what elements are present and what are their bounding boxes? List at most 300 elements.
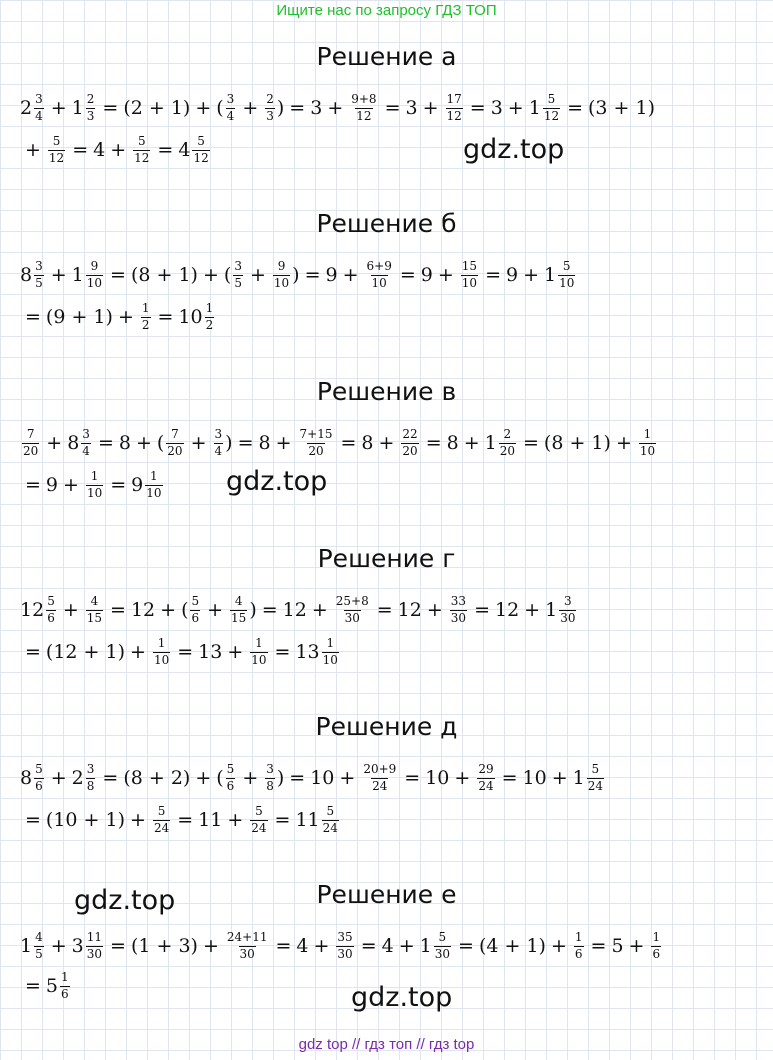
whole-part: 8 [20, 264, 33, 286]
equation-line [20, 465, 165, 505]
numerator: 5 [226, 762, 235, 777]
operator: + [551, 767, 568, 789]
denominator: 6 [652, 946, 661, 961]
expression: ) [276, 767, 285, 789]
numerator: 1 [652, 930, 661, 945]
operator: = [399, 264, 416, 286]
expression: 5 [611, 935, 624, 957]
operator: = [110, 264, 126, 286]
equation-line [20, 88, 655, 128]
fraction [226, 931, 269, 960]
operator: = [237, 432, 254, 454]
operator: = [425, 432, 442, 454]
denominator: 4 [214, 443, 223, 458]
whole-part: 1 [572, 767, 585, 789]
numerator: 3 [86, 762, 95, 777]
denominator: 10 [273, 275, 290, 290]
fraction [587, 763, 604, 792]
whole-part: 1 [20, 935, 33, 957]
operator: = [567, 97, 584, 119]
whole-part: 2 [20, 97, 33, 119]
operator: = [177, 641, 194, 663]
fraction [273, 260, 290, 289]
fraction [86, 93, 96, 122]
operator: = [384, 97, 401, 119]
denominator: 4 [226, 108, 235, 123]
denominator: 4 [82, 443, 90, 458]
whole-part: 1 [545, 599, 558, 621]
operator: = [25, 474, 41, 496]
denominator: 24 [587, 778, 604, 793]
operator: = [110, 474, 127, 496]
whole-part: 1 [71, 264, 84, 286]
numerator: 4 [234, 594, 243, 609]
fraction [250, 805, 267, 834]
solution-d [0, 710, 773, 835]
operator: + [524, 599, 541, 621]
denominator: 30 [344, 610, 360, 625]
fraction [153, 637, 170, 666]
bottom-banner[interactable]: gdz top // гдз топ // гдз top [298, 1036, 475, 1053]
operator: + [275, 432, 292, 454]
fraction [335, 595, 370, 624]
fraction [86, 763, 96, 792]
operator: + [195, 767, 212, 789]
operator: + [50, 935, 67, 957]
expression: 4 [93, 139, 106, 161]
operator: + [523, 264, 539, 286]
expression: 4 [381, 935, 394, 957]
operator: + [426, 599, 443, 621]
expression: 8 [361, 432, 374, 454]
solution-heading: Решение в [316, 377, 457, 406]
operator: + [242, 767, 259, 789]
denominator: 20 [167, 443, 183, 458]
fraction [153, 805, 170, 834]
expression: 8 [118, 432, 131, 454]
numerator: 5 [591, 762, 600, 777]
denominator: 12 [356, 108, 372, 123]
operator: + [62, 599, 79, 621]
numerator: 2 [266, 92, 274, 107]
solution-heading: Решение д [315, 712, 458, 741]
denominator: 4 [35, 108, 43, 123]
numerator: 33 [450, 594, 467, 609]
operator: = [97, 432, 114, 454]
operator: + [628, 935, 645, 957]
operator: = [458, 935, 474, 957]
operator: = [289, 767, 306, 789]
equation-line [20, 130, 212, 170]
numerator: 5 [52, 134, 61, 149]
fraction [86, 595, 103, 624]
denominator: 10 [86, 275, 103, 290]
denominator: 20 [23, 443, 39, 458]
operator: + [242, 97, 259, 119]
numerator: 5 [326, 804, 335, 819]
operator: = [25, 975, 41, 997]
expression: 8 [446, 432, 459, 454]
numerator: 9+8 [351, 92, 377, 107]
expression: 10 [425, 767, 450, 789]
numerator: 11 [86, 930, 103, 945]
operator: + [207, 599, 224, 621]
whole-part: 1 [528, 97, 541, 119]
fraction [461, 260, 478, 289]
numerator: 1 [643, 427, 652, 442]
watermark: gdz.top [226, 466, 328, 497]
operator: + [313, 935, 330, 957]
operator: + [50, 97, 67, 119]
operator: + [195, 97, 212, 119]
operator: = [72, 139, 89, 161]
operator: + [454, 767, 471, 789]
expression: (2 + 1) [123, 97, 191, 119]
expression: (12 + 1) [45, 641, 126, 663]
whole-part: 8 [20, 767, 33, 789]
top-banner[interactable]: Ищите нас по запросу ГДЗ ТОП [276, 2, 497, 19]
denominator: 3 [266, 108, 274, 123]
expression: 9 [505, 264, 519, 286]
operator: = [102, 767, 119, 789]
operator: = [523, 432, 539, 454]
watermark: gdz.top [74, 885, 176, 916]
denominator: 8 [86, 778, 95, 793]
fraction [190, 595, 200, 624]
fraction [34, 260, 44, 289]
numerator: 35 [337, 930, 353, 945]
fraction [299, 428, 334, 457]
denominator: 24 [153, 820, 170, 835]
operator: = [177, 809, 194, 831]
expression: 10 [522, 767, 547, 789]
numerator: 5 [157, 804, 166, 819]
denominator: 30 [560, 610, 576, 625]
expression: 12 [130, 599, 156, 621]
equation-line [20, 926, 663, 966]
numerator: 5 [547, 92, 556, 107]
numerator: 5 [255, 804, 263, 819]
denominator: 3 [86, 108, 95, 123]
solution-heading: Решение е [316, 880, 457, 909]
solution-b [0, 207, 773, 332]
numerator: 29 [478, 762, 494, 777]
numerator: 9 [277, 259, 286, 274]
operator: = [275, 935, 292, 957]
numerator: 20+9 [363, 762, 397, 777]
operator: + [130, 809, 146, 831]
numerator: 7 [26, 427, 35, 442]
operator: + [339, 767, 356, 789]
solution-g [0, 542, 773, 667]
whole-part: 5 [45, 975, 59, 997]
fraction [22, 428, 39, 457]
operator: = [590, 935, 607, 957]
operator: = [289, 97, 306, 119]
expression: ) [276, 97, 285, 119]
whole-part: 10 [178, 306, 203, 328]
denominator: 24 [322, 820, 338, 835]
numerator: 22 [402, 427, 418, 442]
expression: 9 [325, 264, 338, 286]
operator: + [615, 432, 632, 454]
numerator: 1 [255, 636, 263, 651]
expression: 8 [258, 432, 271, 454]
denominator: 10 [639, 443, 656, 458]
expression: 3 [405, 97, 418, 119]
operator: + [46, 432, 63, 454]
denominator: 2 [205, 317, 214, 332]
operator: + [463, 432, 480, 454]
denominator: 30 [434, 946, 451, 961]
fraction [192, 135, 209, 164]
fraction [322, 637, 339, 666]
denominator: 6 [574, 946, 583, 961]
operator: = [360, 935, 377, 957]
fraction [559, 595, 576, 624]
fraction [226, 93, 236, 122]
whole-part: 4 [178, 139, 191, 161]
operator: = [304, 264, 321, 286]
whole-part: 11 [295, 809, 320, 831]
denominator: 10 [251, 652, 267, 667]
numerator: 1 [61, 970, 69, 985]
numerator: 15 [461, 259, 478, 274]
operator: + [63, 474, 79, 496]
fraction [434, 931, 451, 960]
denominator: 6 [35, 778, 43, 793]
denominator: 6 [47, 610, 55, 625]
numerator: 3 [234, 259, 242, 274]
denominator: 24 [372, 778, 388, 793]
denominator: 2 [141, 317, 150, 332]
denominator: 12 [543, 108, 560, 123]
denominator: 12 [193, 150, 209, 165]
fraction [226, 763, 236, 792]
expression: (8 + 2) [123, 767, 191, 789]
denominator: 12 [48, 150, 65, 165]
expression: 9 [420, 264, 433, 286]
numerator: 5 [197, 134, 205, 149]
operator: + [130, 641, 146, 663]
operator: = [340, 432, 357, 454]
expression: ) [292, 264, 300, 286]
operator: + [550, 935, 567, 957]
numerator: 5 [562, 259, 571, 274]
expression: (9 + 1) [45, 306, 113, 328]
expression: 9 [45, 474, 59, 496]
fraction [233, 260, 243, 289]
numerator: 4 [35, 930, 43, 945]
operator: = [110, 599, 126, 621]
fraction [48, 135, 65, 164]
operator: = [474, 599, 490, 621]
fraction [34, 931, 44, 960]
numerator: 5 [191, 594, 200, 609]
numerator: 2 [503, 427, 512, 442]
operator: + [202, 935, 219, 957]
numerator: 1 [205, 301, 214, 316]
denominator: 30 [450, 610, 467, 625]
operator: = [102, 97, 119, 119]
numerator: 1 [150, 469, 158, 484]
operator: + [160, 599, 177, 621]
operator: = [274, 641, 291, 663]
fraction [250, 637, 267, 666]
operator: + [190, 432, 207, 454]
operator: = [376, 599, 393, 621]
denominator: 10 [461, 275, 478, 290]
expression: (8 + 1) [543, 432, 611, 454]
fraction [145, 470, 162, 499]
fraction [639, 428, 656, 457]
expression: ) [249, 599, 257, 621]
denominator: 6 [226, 778, 235, 793]
operator: = [25, 809, 41, 831]
numerator: 25+8 [335, 594, 369, 609]
denominator: 10 [153, 652, 170, 667]
numerator: 4 [90, 594, 99, 609]
numerator: 3 [564, 594, 572, 609]
operator: + [135, 432, 152, 454]
whole-part: 1 [544, 264, 557, 286]
denominator: 20 [308, 443, 324, 458]
denominator: 10 [146, 485, 162, 500]
numerator: 1 [141, 301, 150, 316]
whole-part: 1 [484, 432, 497, 454]
fraction [336, 931, 353, 960]
numerator: 5 [35, 762, 43, 777]
fraction [450, 595, 467, 624]
fraction [499, 428, 516, 457]
expression: 3 [310, 97, 323, 119]
numerator: 3 [266, 762, 274, 777]
numerator: 1 [574, 930, 583, 945]
operator: + [437, 264, 454, 286]
equation-line [20, 590, 578, 630]
expression: ) [225, 432, 233, 454]
expression: ( [156, 432, 165, 454]
numerator: 9 [90, 259, 99, 274]
fraction [133, 135, 150, 164]
fraction [86, 470, 103, 499]
operator: + [327, 97, 344, 119]
operator: = [501, 767, 518, 789]
denominator: 15 [231, 610, 247, 625]
expression: 12 [494, 599, 520, 621]
fraction [205, 302, 215, 331]
denominator: 24 [478, 778, 494, 793]
equation-line [20, 800, 341, 840]
fraction [46, 595, 56, 624]
whole-part: 2 [71, 767, 84, 789]
denominator: 24 [251, 820, 267, 835]
watermark: gdz.top [463, 134, 565, 165]
fraction [141, 302, 151, 331]
expression: (4 + 1) [478, 935, 546, 957]
numerator: 3 [35, 92, 43, 107]
expression: 10 [310, 767, 335, 789]
expression: ( [223, 264, 232, 286]
fraction [166, 428, 183, 457]
numerator: 3 [35, 259, 43, 274]
denominator: 30 [86, 946, 103, 961]
numerator: 5 [438, 930, 447, 945]
operator: = [110, 935, 126, 957]
operator: = [25, 641, 41, 663]
fraction [60, 971, 70, 1000]
numerator: 1 [90, 469, 99, 484]
operator: + [50, 264, 67, 286]
equation-line [20, 758, 606, 798]
fraction [214, 428, 224, 457]
expression: 11 [198, 809, 223, 831]
operator: = [157, 139, 174, 161]
whole-part: 12 [20, 599, 45, 621]
denominator: 5 [234, 275, 242, 290]
fraction [265, 763, 275, 792]
watermark: gdz.top [351, 982, 453, 1013]
denominator: 20 [402, 443, 418, 458]
expression: (10 + 1) [45, 809, 126, 831]
denominator: 5 [35, 946, 43, 961]
whole-part: 3 [71, 935, 84, 957]
expression: ( [216, 97, 224, 119]
operator: + [117, 306, 134, 328]
operator: + [378, 432, 395, 454]
operator: = [157, 306, 174, 328]
equation-line [20, 255, 577, 295]
fraction [477, 763, 494, 792]
fraction [543, 93, 560, 122]
fraction [265, 93, 275, 122]
denominator: 30 [337, 946, 353, 961]
denominator: 12 [134, 150, 150, 165]
numerator: 6+9 [366, 259, 392, 274]
operator: = [404, 767, 421, 789]
equation-line [20, 632, 341, 672]
operator: + [227, 641, 244, 663]
fraction [651, 931, 661, 960]
denominator: 8 [266, 778, 274, 793]
numerator: 3 [214, 427, 223, 442]
fraction [401, 428, 418, 457]
equation-line [20, 966, 72, 1006]
denominator: 30 [239, 946, 255, 961]
numerator: 7+15 [299, 427, 333, 442]
operator: + [422, 97, 439, 119]
expression: (8 + 1) [130, 264, 198, 286]
denominator: 5 [35, 275, 43, 290]
operator: = [274, 809, 291, 831]
numerator: 1 [157, 636, 166, 651]
whole-part: 9 [131, 474, 144, 496]
fraction [322, 805, 339, 834]
operator: + [50, 767, 67, 789]
operator: + [110, 139, 127, 161]
numerator: 17 [446, 92, 462, 107]
numerator: 7 [171, 427, 179, 442]
expression: (3 + 1) [588, 97, 656, 119]
denominator: 12 [446, 108, 462, 123]
fraction [81, 428, 91, 457]
numerator: 1 [326, 636, 335, 651]
equation-line [20, 423, 658, 463]
numerator: 3 [226, 92, 235, 107]
numerator: 5 [47, 594, 55, 609]
denominator: 6 [191, 610, 200, 625]
denominator: 10 [371, 275, 387, 290]
